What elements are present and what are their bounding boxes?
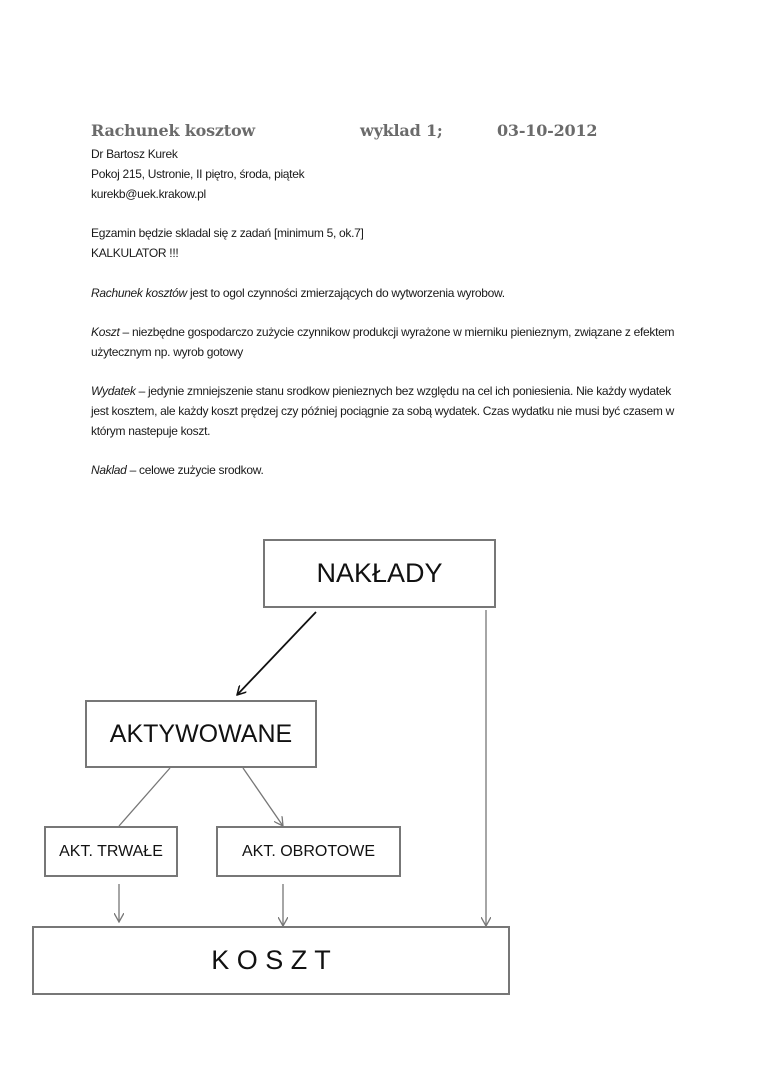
line-aktywowane-to-trwale xyxy=(119,768,170,826)
lecture-date: 03-10-2012 xyxy=(497,121,598,140)
box-koszt xyxy=(32,926,510,995)
box-naklady-label: NAKŁADY xyxy=(316,558,443,588)
box-akt-obrotowe xyxy=(216,826,401,877)
arrow-naklady-to-aktywowane xyxy=(237,612,316,695)
box-koszt-label: K O S Z T xyxy=(211,945,331,975)
definition-text: – jedynie zmniejszenie stanu srodkow pienieznych bez względu na cel ich poniesienia. Nie każdy wydatek jest kosztem, ale każdy koszt prędzej czy później pociągnie za sobą wydatek. Czas wydatku nie musi być czasem w którym nastepuje koszt. xyxy=(91,384,674,438)
lecturer-email: kurekb@uek.krakow.pl xyxy=(91,187,206,201)
definition-text: – celowe zużycie srodkow. xyxy=(126,463,264,477)
definition-text: – niezbędne gospodarczo zużycie czynnikow produkcji wyrażone w mierniku pienieznym, związane z efektem użytecznym np. wyrob gotowy xyxy=(91,325,675,359)
definition-term: Wydatek xyxy=(91,384,136,398)
definition-text: jest to ogol czynności zmierzających do wytworzenia wyrobow. xyxy=(186,286,505,300)
box-akt-obrotowe-label: AKT. OBROTOWE xyxy=(241,842,376,860)
lecture-number: wyklad 1; xyxy=(360,121,443,140)
lecturer-office: Pokoj 215, Ustronie, II piętro, środa, piątek xyxy=(91,167,305,181)
definition-term: Naklad xyxy=(91,463,127,477)
definition-term: Rachunek kosztów xyxy=(91,286,187,300)
arrow-aktywowane-to-obrotowe xyxy=(243,768,283,826)
box-akt-trwale-label: AKT. TRWAŁE xyxy=(59,842,163,860)
exam-calculator-note: KALKULATOR !!! xyxy=(91,246,179,260)
exam-info: Egzamin będzie skladal się z zadań [minimum 5, ok.7] xyxy=(91,226,364,240)
lecturer-name: Dr Bartosz Kurek xyxy=(91,147,178,161)
box-akt-trwale xyxy=(44,826,178,877)
box-aktywowane-label: AKTYWOWANE xyxy=(109,719,293,748)
box-naklady xyxy=(263,539,496,608)
box-aktywowane xyxy=(85,700,317,768)
course-title: Rachunek kosztow xyxy=(91,121,255,140)
definition-term: Koszt xyxy=(91,325,120,339)
